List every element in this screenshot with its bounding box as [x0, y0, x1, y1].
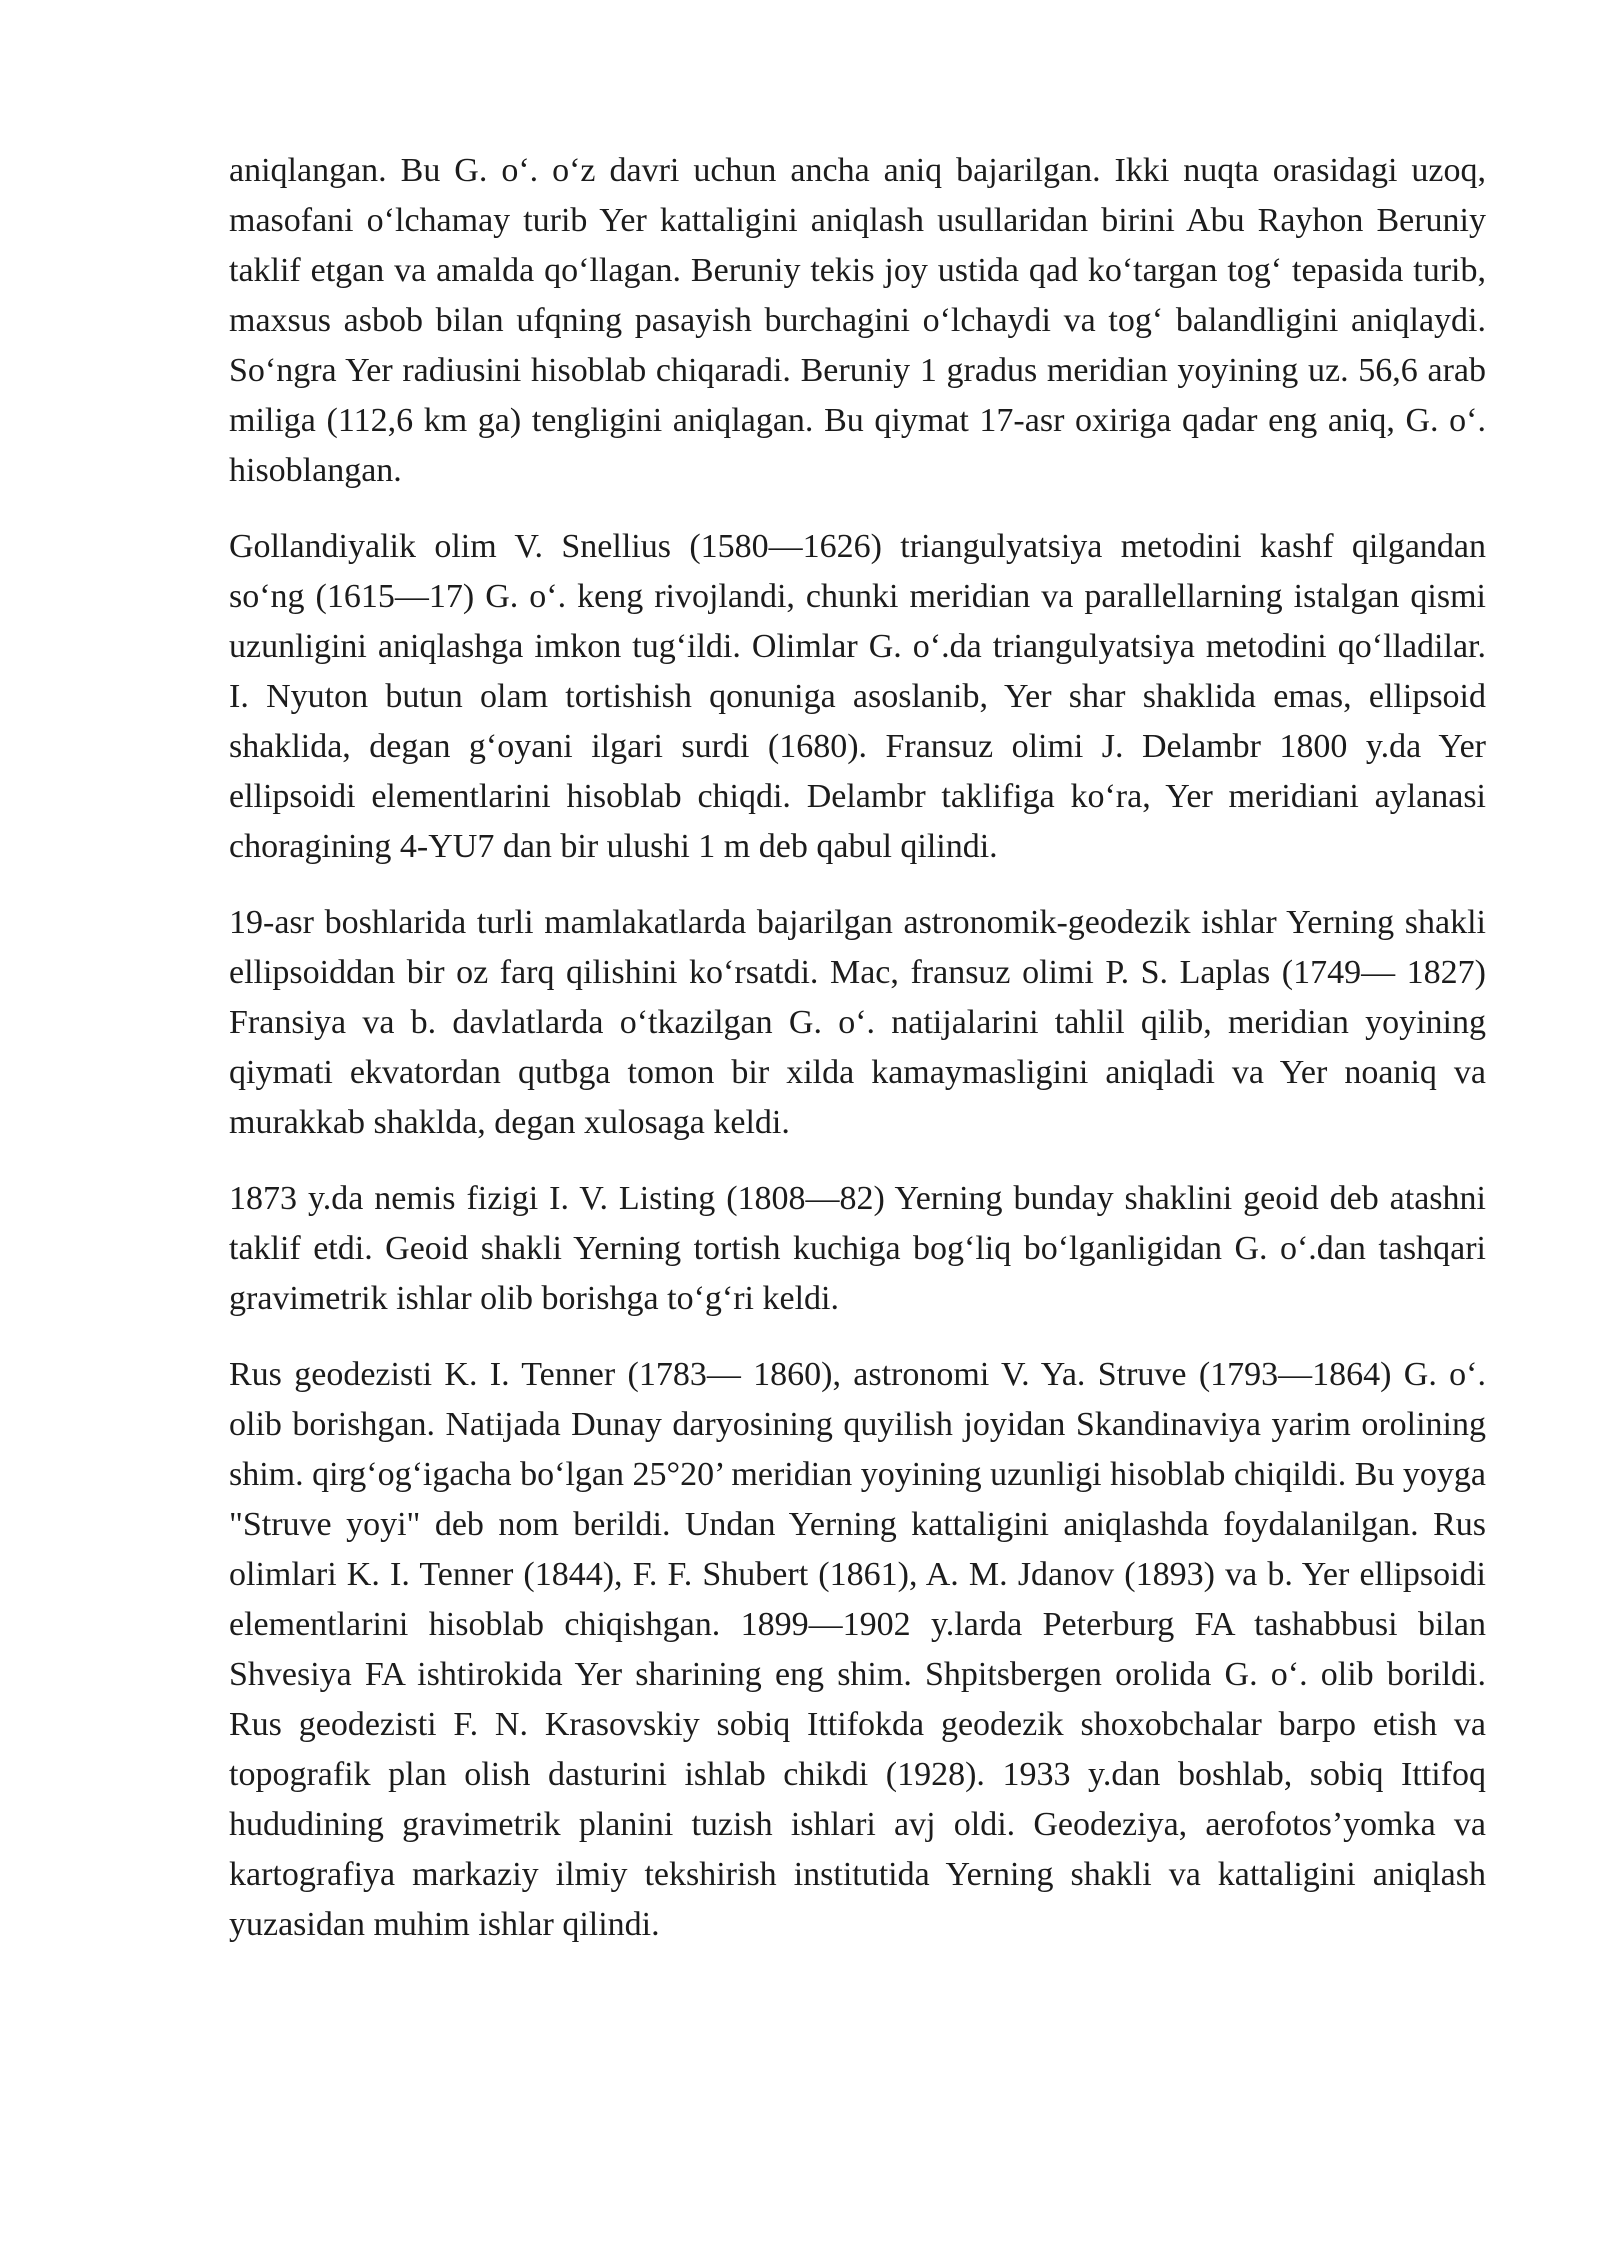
paragraph-laplas: 19-asr boshlarida turli mamlakatlarda bajarilgan astronomik-geodezik ishlar Yerning shakli ellipsoiddan bir oz farq qilishini ko‘rsatdi. Mac, fransuz olimi P. S. Laplas (1749— 1827) Fransiya va b. davlatlarda o‘tkazilgan G. o‘. natijalarini tahlil qilib, meridian yoyining qiymati ekvatordan qutbga tomon bir xilda kamaymasligini aniqladi va Yer noaniq va murakkab shaklda, degan xulosaga keldi.	[229, 904, 1486, 1141]
document-body	[229, 146, 1486, 1976]
paragraph-listing: 1873 y.da nemis fizigi I. V. Listing (1808—82) Yerning bunday shaklini geoid deb atashni taklif etdi. Geoid shakli Yerning tortish kuchiga bog‘liq bo‘lganligidan G. o‘.dan tashqari gravimetrik ishlar olib borishga to‘g‘ri keldi.	[229, 1180, 1486, 1317]
paragraph-beruniy: aniqlangan. Bu G. o‘. o‘z davri uchun ancha aniq bajarilgan. Ikki nuqta orasidagi uzoq, masofani o‘lchamay turib Yer kattaligini aniqlash usullaridan birini Abu Rayhon Beruniy taklif etgan va amalda qo‘llagan. Beruniy tekis joy ustida qad ko‘targan tog‘ tepasida turib, maxsus asbob bilan ufqning pasayish burchagini o‘lchaydi va tog‘ balandligini aniqlaydi. So‘ngra Yer radiusini hisoblab chiqaradi. Beruniy 1 gradus meridian yoyining uz. 56,6 arab miliga (112,6 km ga) tengligini aniqlagan. Bu qiymat 17-asr oxiriga qadar eng aniq, G. o‘. hisoblangan.	[229, 152, 1486, 489]
paragraph-snellius: Gollandiyalik olim V. Snellius (1580—1626) triangulyatsiya metodini kashf qilgandan so‘ng (1615—17) G. o‘. keng rivojlandi, chunki meridian va parallellarning istalgan qismi uzunligini aniqlashga imkon tug‘ildi. Olimlar G. o‘.da triangulyatsiya metodini qo‘lladilar. I. Nyuton butun olam tortishish qonuniga asoslanib, Yer shar shaklida emas, ellipsoid shaklida, degan g‘oyani ilgari surdi (1680). Fransuz olimi J. Delambr 1800 y.da Yer ellipsoidi elementlarini hisoblab chiqdi. Delambr taklifiga ko‘ra, Yer meridiani aylanasi choragining 4-YU7 dan bir ulushi 1 m deb qabul qilindi.	[229, 528, 1486, 865]
paragraph-tenner-struve: Rus geodezisti K. I. Tenner (1783— 1860), astronomi V. Ya. Struve (1793—1864) G. o‘. olib borishgan. Natijada Dunay daryosining quyilish joyidan Skandinaviya yarim orolining shim. qirg‘og‘igacha bo‘lgan 25°20’ meridian yoyining uzunligi hisoblab chiqildi. Bu yoyga "Struve yoyi" deb nom berildi. Undan Yerning kattaligini aniqlashda foydalanilgan. Rus olimlari K. I. Tenner (1844), F. F. Shubert (1861), A. M. Jdanov (1893) va b. Yer ellipsoidi elementlarini hisoblab chiqishgan. 1899—1902 y.larda Peterburg FA tashabbusi bilan Shvesiya FA ishtirokida Yer sharining eng shim. Shpitsbergen orolida G. o‘. olib borildi. Rus geodezisti F. N. Krasovskiy sobiq Ittifokda geodezik shoxobchalar barpo etish va topografik plan olish dasturini ishlab chikdi (1928). 1933 y.dan boshlab, sobiq Ittifoq hududining gravimetrik planini tuzish ishlari avj oldi. Geodeziya, aerofotos’yomka va kartografiya markaziy ilmiy tekshirish institutida Yerning shakli va kattaligini aniqlash yuzasidan muhim ishlar qilindi.	[229, 1356, 1486, 1943]
